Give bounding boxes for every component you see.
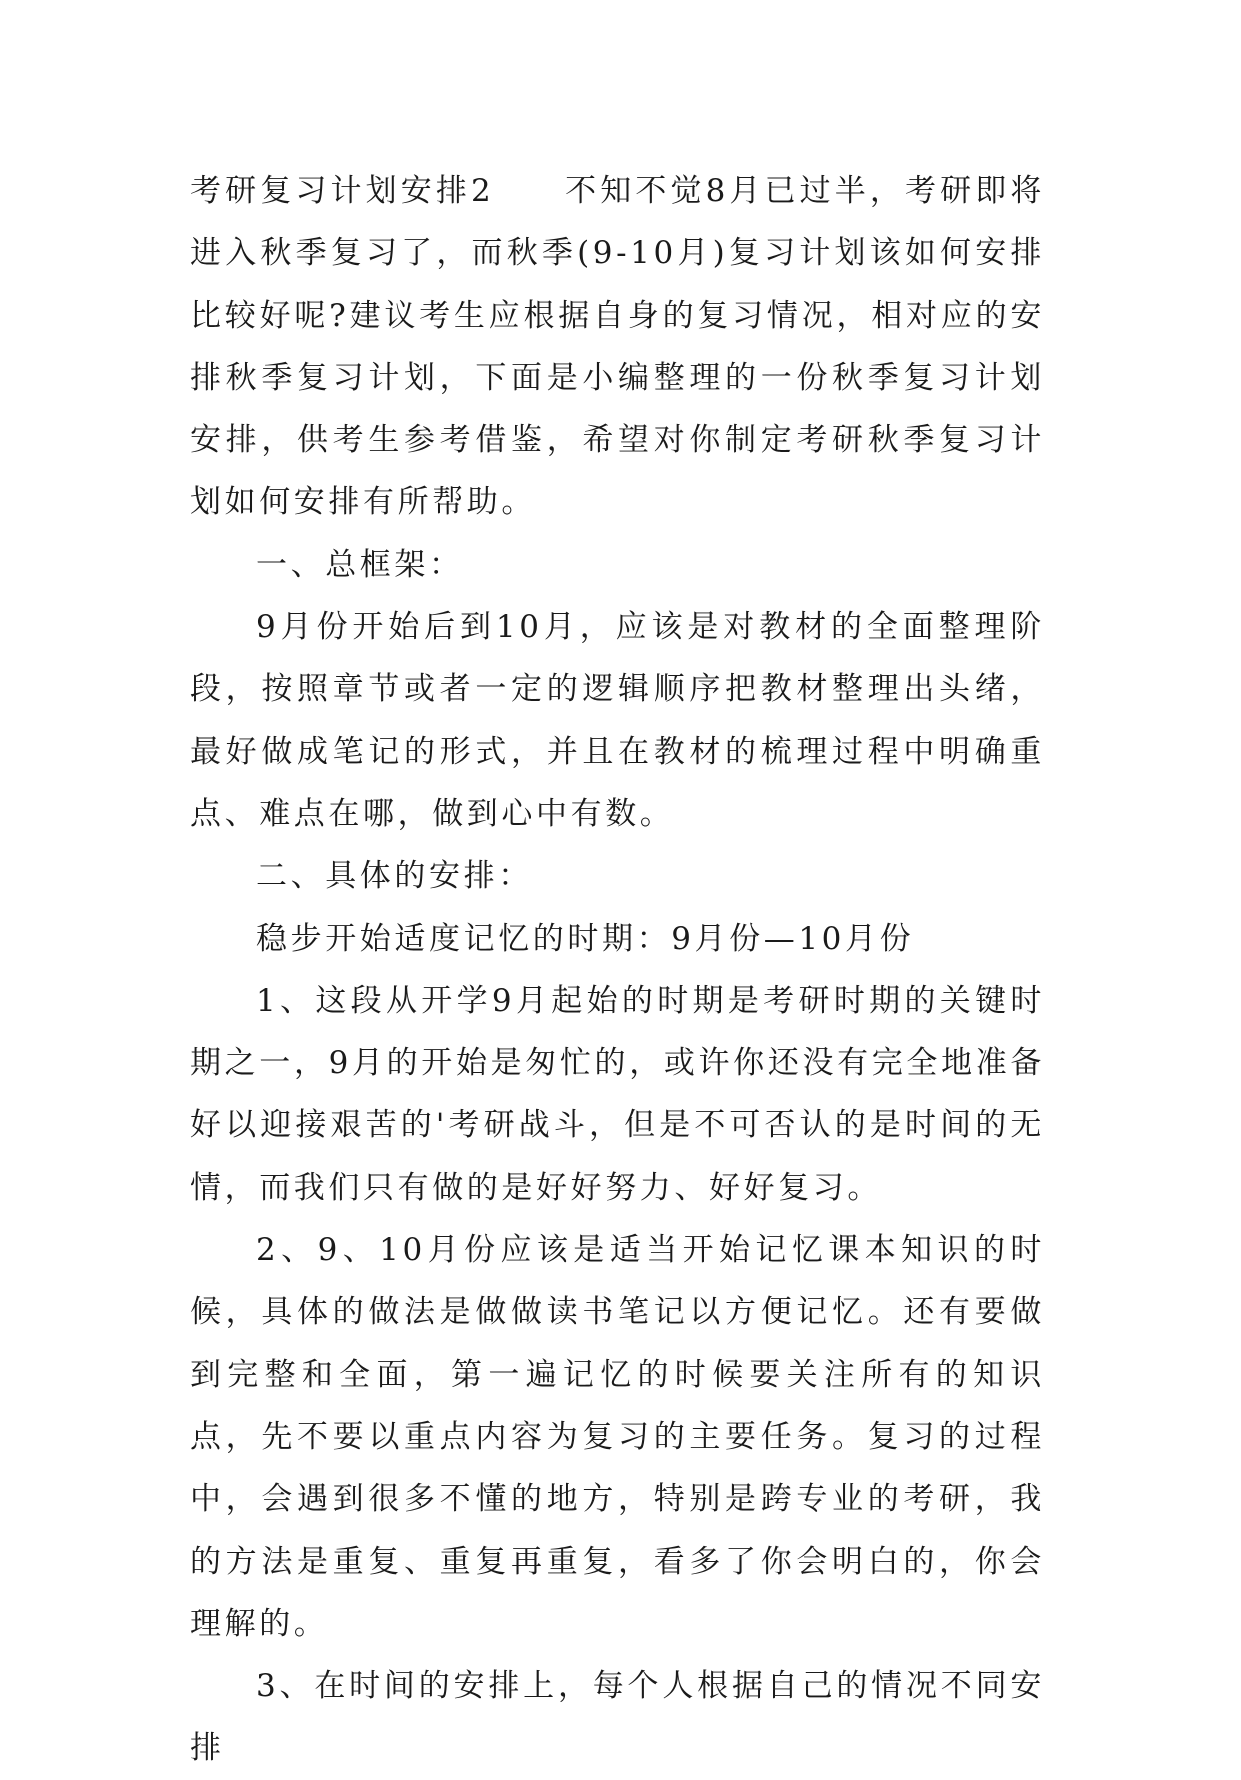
document-page	[190, 160, 1045, 1767]
framework-paragraph: 9月份开始后到10月，应该是对教材的全面整理阶段，按照章节或者一定的逻辑顺序把教材整理出头绪，最好做成笔记的形式，并且在教材的梳理过程中明确重点、难点在哪，做到心中有数。	[190, 609, 1045, 832]
point-3-paragraph: 3、在时间的安排上，每个人根据自己的情况不同安排	[190, 1668, 1045, 1767]
period-subheading: 稳步开始适度记忆的时期：9月份—10月份	[256, 920, 915, 957]
intro-paragraph: 考研复习计划安排2 不知不觉8月已过半，考研即将进入秋季复习了，而秋季(9-10月)复习计划该如何安排比较好呢?建议考生应根据自身的复习情况，相对应的安排秋季复习计划，下面是小编整理的一份秋季复习计划安排，供考生参考借鉴，希望对你制定考研秋季复习计划如何安排有所帮助。	[190, 173, 1045, 521]
section-heading-framework: 一、总框架：	[256, 546, 464, 583]
point-1-paragraph: 1、这段从开学9月起始的时期是考研时期的关键时期之一，9月的开始是匆忙的，或许你还没有完全地准备好以迎接艰苦的'考研战斗，但是不可否认的是时间的无情，而我们只有做的是好好努力、好好复习。	[190, 982, 1045, 1206]
point-2-paragraph: 2、9、10月份应该是适当开始记忆课本知识的时候，具体的做法是做做读书笔记以方便记忆。还有要做到完整和全面，第一遍记忆的时候要关注所有的知识点，先不要以重点内容为复习的主要任务。复习的过程中，会遇到很多不懂的地方，特别是跨专业的考研，我的方法是重复、重复再重复，看多了你会明白的，你会理解的。	[190, 1232, 1045, 1642]
section-heading-arrangement: 二、具体的安排：	[256, 858, 533, 895]
